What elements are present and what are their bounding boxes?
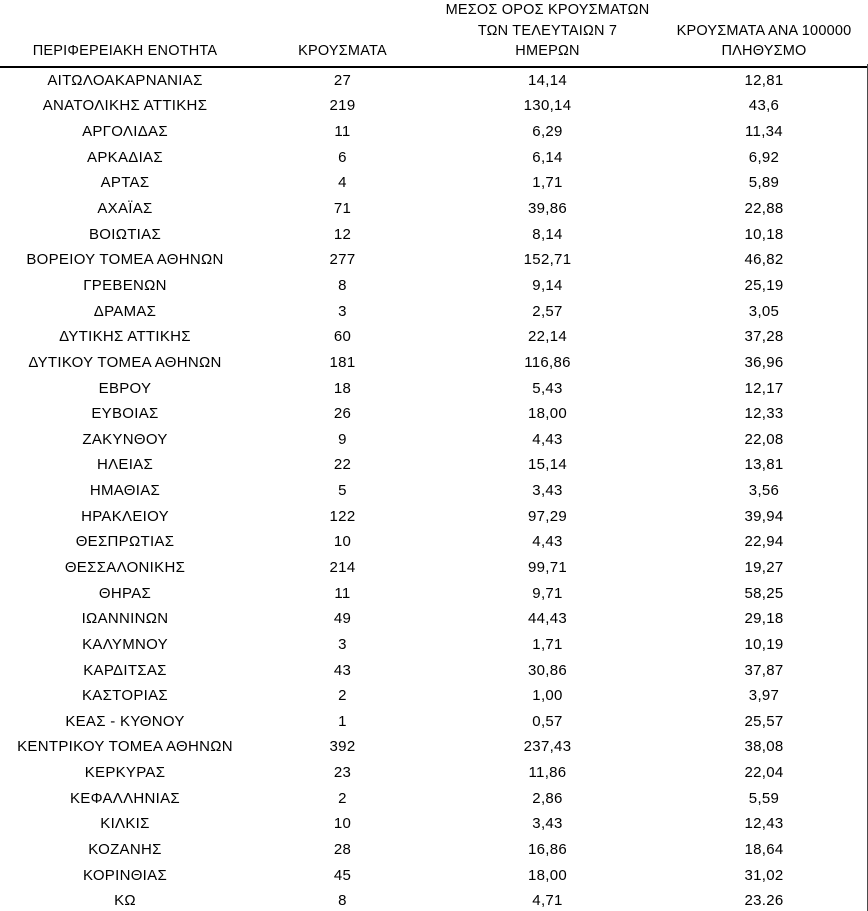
cell-per100k: 29,18 xyxy=(744,610,784,628)
column-header-line: ΚΡΟΥΣΜΑΤΑ ΑΝΑ 100000 xyxy=(676,22,852,39)
cell-per100k: 37,28 xyxy=(744,328,784,346)
table-row xyxy=(0,580,868,606)
cell-per100k: 25,57 xyxy=(744,712,784,730)
cell-cases: 27 xyxy=(333,71,352,89)
cell-per100k: 3,05 xyxy=(748,302,780,320)
cell-cases: 122 xyxy=(329,507,356,525)
cell-cases: 9 xyxy=(338,430,347,448)
table-row xyxy=(0,709,868,735)
cell-avg7: 3,43 xyxy=(532,815,563,833)
cell-region: ΚΕΝΤΡΙΚΟΥ ΤΟΜΕΑ ΑΘΗΝΩΝ xyxy=(17,738,233,756)
cell-avg7: 4,71 xyxy=(532,892,563,910)
cell-region: ΗΛΕΙΑΣ xyxy=(96,456,154,474)
cell-avg7: 39,86 xyxy=(527,200,568,218)
cell-avg7: 2,86 xyxy=(532,789,563,807)
cell-avg7: 237,43 xyxy=(523,738,572,756)
cell-per100k: 5,59 xyxy=(748,789,780,807)
cell-avg7: 152,71 xyxy=(523,251,572,269)
cell-cases: 214 xyxy=(329,558,356,576)
cell-avg7: 9,71 xyxy=(532,584,563,602)
table-row xyxy=(0,298,868,324)
table-row xyxy=(0,67,868,94)
cell-avg7: 30,86 xyxy=(527,661,568,679)
cell-avg7: 4,43 xyxy=(532,430,563,448)
cell-region: ΕΒΡΟΥ xyxy=(98,379,152,397)
cell-region: ΒΟΙΩΤΙΑΣ xyxy=(88,225,162,243)
table-row xyxy=(0,196,868,222)
cell-per100k: 19,27 xyxy=(744,558,784,576)
cell-cases: 11 xyxy=(334,584,351,602)
cell-per100k: 22,04 xyxy=(744,764,784,782)
cell-cases: 60 xyxy=(333,328,352,346)
cell-per100k: 18,64 xyxy=(744,841,784,859)
cell-per100k: 3,56 xyxy=(748,482,780,500)
cell-cases: 2 xyxy=(338,687,347,705)
column-header-line: ΚΡΟΥΣΜΑΤΑ xyxy=(298,43,387,59)
cell-region: ΑΡΚΑΔΙΑΣ xyxy=(87,148,163,166)
cell-per100k: 31,02 xyxy=(744,866,784,884)
table-row xyxy=(0,375,868,401)
table-row xyxy=(0,606,868,632)
cell-avg7: 4,43 xyxy=(532,533,563,551)
table-row xyxy=(0,273,868,299)
cell-per100k: 12,33 xyxy=(744,405,784,423)
cell-cases: 392 xyxy=(329,738,356,756)
column-header-line: ΤΩΝ ΤΕΛΕΥΤΑΙΩΝ 7 xyxy=(477,22,618,39)
table-row xyxy=(0,221,868,247)
cell-region: ΚΑΛΥΜΝΟΥ xyxy=(82,635,168,653)
cell-per100k: 12,81 xyxy=(744,71,784,89)
cell-per100k: 36,96 xyxy=(744,353,784,371)
cell-per100k: 3,97 xyxy=(748,687,780,705)
table-row xyxy=(0,888,868,911)
cell-cases: 71 xyxy=(333,200,352,218)
table-row xyxy=(0,170,868,196)
cell-cases: 26 xyxy=(333,405,352,423)
cell-avg7: 44,43 xyxy=(527,610,568,628)
cell-region: ΚΟΡΙΝΘΙΑΣ xyxy=(82,866,168,884)
cell-region: ΒΟΡΕΙΟΥ ΤΟΜΕΑ ΑΘΗΝΩΝ xyxy=(26,251,224,269)
cell-cases: 219 xyxy=(329,97,356,115)
cell-per100k: 13,81 xyxy=(744,456,784,474)
table-row xyxy=(0,555,868,581)
table-row xyxy=(0,426,868,452)
cell-region: ΘΕΣΣΑΛΟΝΙΚΗΣ xyxy=(64,558,186,576)
cell-per100k: 38,08 xyxy=(744,738,784,756)
cell-per100k: 37,87 xyxy=(744,661,784,679)
column-header-cases xyxy=(250,0,435,67)
cell-cases: 6 xyxy=(338,148,347,166)
cell-cases: 3 xyxy=(338,635,347,653)
table-row xyxy=(0,144,868,170)
cell-region: ΚΕΑΣ - ΚΥΘΝΟΥ xyxy=(65,712,185,730)
cell-avg7: 11,86 xyxy=(528,764,567,782)
cell-region: ΕΥΒΟΙΑΣ xyxy=(91,405,159,423)
cell-per100k: 10,19 xyxy=(744,635,784,653)
table-row xyxy=(0,760,868,786)
cell-region: ΔΡΑΜΑΣ xyxy=(93,302,157,320)
cell-per100k: 6,92 xyxy=(748,148,780,166)
cell-region: ΗΡΑΚΛΕΙΟΥ xyxy=(81,507,169,525)
column-header-line: ΗΜΕΡΩΝ xyxy=(515,43,580,59)
cell-per100k: 25,19 xyxy=(744,276,784,294)
table-row xyxy=(0,811,868,837)
cell-region: ΚΙΛΚΙΣ xyxy=(100,815,150,833)
table-header xyxy=(0,0,868,67)
cell-cases: 4 xyxy=(338,174,347,192)
cell-region: ΔΥΤΙΚΗΣ ΑΤΤΙΚΗΣ xyxy=(59,328,191,346)
cell-cases: 3 xyxy=(338,302,347,320)
column-header-line: ΠΕΡΙΦΕΡΕΙΑΚΗ ΕΝΟΤΗΤΑ xyxy=(32,43,218,59)
cell-avg7: 116,86 xyxy=(524,353,571,371)
cell-region: ΚΩ xyxy=(114,892,136,910)
cell-cases: 12 xyxy=(333,225,352,243)
table-row xyxy=(0,734,868,760)
cell-avg7: 14,14 xyxy=(527,71,568,89)
table-row xyxy=(0,247,868,273)
cell-cases: 49 xyxy=(333,610,352,628)
cell-avg7: 16,86 xyxy=(527,841,568,859)
cell-cases: 1 xyxy=(338,712,347,730)
cell-cases: 22 xyxy=(333,456,352,474)
cell-avg7: 18,00 xyxy=(527,866,568,884)
cell-per100k: 58,25 xyxy=(744,584,784,602)
cell-avg7: 15,14 xyxy=(527,456,568,474)
cell-avg7: 97,29 xyxy=(527,507,568,525)
cell-region: ΚΕΡΚΥΡΑΣ xyxy=(84,764,166,782)
cell-per100k: 22,94 xyxy=(744,533,784,551)
table-row xyxy=(0,529,868,555)
table-row xyxy=(0,632,868,658)
cell-region: ΚΑΡΔΙΤΣΑΣ xyxy=(83,661,167,679)
table-header-row xyxy=(0,0,868,67)
cell-avg7: 9,14 xyxy=(532,276,563,294)
cell-avg7: 5,43 xyxy=(532,379,563,397)
cell-avg7: 0,57 xyxy=(532,712,563,730)
cell-avg7: 6,29 xyxy=(532,123,563,141)
table-row xyxy=(0,324,868,350)
cell-cases: 11 xyxy=(334,123,351,141)
cell-avg7: 8,14 xyxy=(532,225,563,243)
cell-region: ΔΥΤΙΚΟΥ ΤΟΜΕΑ ΑΘΗΝΩΝ xyxy=(28,353,222,371)
table-row xyxy=(0,503,868,529)
cell-cases: 2 xyxy=(338,789,347,807)
column-header-avg7 xyxy=(435,0,660,67)
table-row xyxy=(0,478,868,504)
cell-region: ΘΗΡΑΣ xyxy=(98,584,152,602)
table-row xyxy=(0,452,868,478)
table-row xyxy=(0,657,868,683)
cell-region: ΖΑΚΥΝΘΟΥ xyxy=(82,430,168,448)
cell-per100k: 11,34 xyxy=(745,123,783,141)
cell-per100k: 39,94 xyxy=(744,507,784,525)
cell-region: ΙΩΑΝΝΙΝΩΝ xyxy=(81,610,169,628)
cell-cases: 8 xyxy=(338,276,347,294)
cell-avg7: 18,00 xyxy=(527,405,568,423)
cell-cases: 18 xyxy=(333,379,352,397)
cell-region: ΗΜΑΘΙΑΣ xyxy=(89,482,161,500)
table-row xyxy=(0,862,868,888)
cell-cases: 8 xyxy=(338,892,347,910)
cell-region: ΑΡΓΟΛΙΔΑΣ xyxy=(82,123,168,141)
cell-per100k: 5,89 xyxy=(748,174,780,192)
cell-cases: 277 xyxy=(329,251,356,269)
cell-region: ΚΑΣΤΟΡΙΑΣ xyxy=(82,687,168,705)
cell-avg7: 3,43 xyxy=(532,482,563,500)
column-header-region xyxy=(0,0,250,67)
cell-cases: 45 xyxy=(333,866,352,884)
cell-avg7: 1,00 xyxy=(532,687,563,705)
table-body xyxy=(0,67,868,911)
cell-cases: 10 xyxy=(333,815,352,833)
cell-region: ΘΕΣΠΡΩΤΙΑΣ xyxy=(75,533,175,551)
cell-region: ΑΙΤΩΛΟΑΚΑΡΝΑΝΙΑΣ xyxy=(47,71,203,89)
cell-region: ΚΟΖΑΝΗΣ xyxy=(88,841,162,859)
cell-cases: 23 xyxy=(333,764,352,782)
column-header-line: ΠΛΗΘΥΣΜΟ xyxy=(721,43,807,59)
cell-cases: 10 xyxy=(333,533,352,551)
cell-cases: 5 xyxy=(338,482,347,500)
cell-per100k: 23.26 xyxy=(744,892,784,910)
cell-avg7: 1,71 xyxy=(532,635,563,653)
cell-avg7: 2,57 xyxy=(532,302,563,320)
cell-per100k: 22,88 xyxy=(744,200,784,218)
cell-region: ΑΡΤΑΣ xyxy=(100,174,150,192)
cell-per100k: 12,43 xyxy=(744,815,784,833)
cell-cases: 43 xyxy=(333,661,352,679)
cell-cases: 181 xyxy=(329,353,356,371)
cell-avg7: 1,71 xyxy=(532,174,563,192)
cell-cases: 28 xyxy=(333,841,352,859)
cell-avg7: 99,71 xyxy=(527,558,568,576)
cell-region: ΑΧΑΪΑΣ xyxy=(97,200,153,218)
table-row xyxy=(0,350,868,376)
table-row xyxy=(0,785,868,811)
table-row xyxy=(0,401,868,427)
cell-per100k: 22,08 xyxy=(744,430,784,448)
table-row xyxy=(0,93,868,119)
cell-region: ΓΡΕΒΕΝΩΝ xyxy=(83,276,167,294)
table-row xyxy=(0,119,868,145)
cell-region: ΑΝΑΤΟΛΙΚΗΣ ΑΤΤΙΚΗΣ xyxy=(42,97,208,115)
cell-per100k: 12,17 xyxy=(744,379,784,397)
cell-avg7: 130,14 xyxy=(523,97,572,115)
cell-avg7: 6,14 xyxy=(532,148,563,166)
cell-per100k: 43,6 xyxy=(748,97,780,115)
cell-per100k: 46,82 xyxy=(744,251,784,269)
cell-region: ΚΕΦΑΛΛΗΝΙΑΣ xyxy=(70,789,180,807)
column-header-per100k xyxy=(660,0,868,67)
table-row xyxy=(0,683,868,709)
column-header-line: ΜΕΣΟΣ ΟΡΟΣ ΚΡΟΥΣΜΑΤΩΝ xyxy=(445,2,650,18)
table-row xyxy=(0,837,868,863)
cell-avg7: 22,14 xyxy=(527,328,568,346)
cell-per100k: 10,18 xyxy=(744,225,784,243)
